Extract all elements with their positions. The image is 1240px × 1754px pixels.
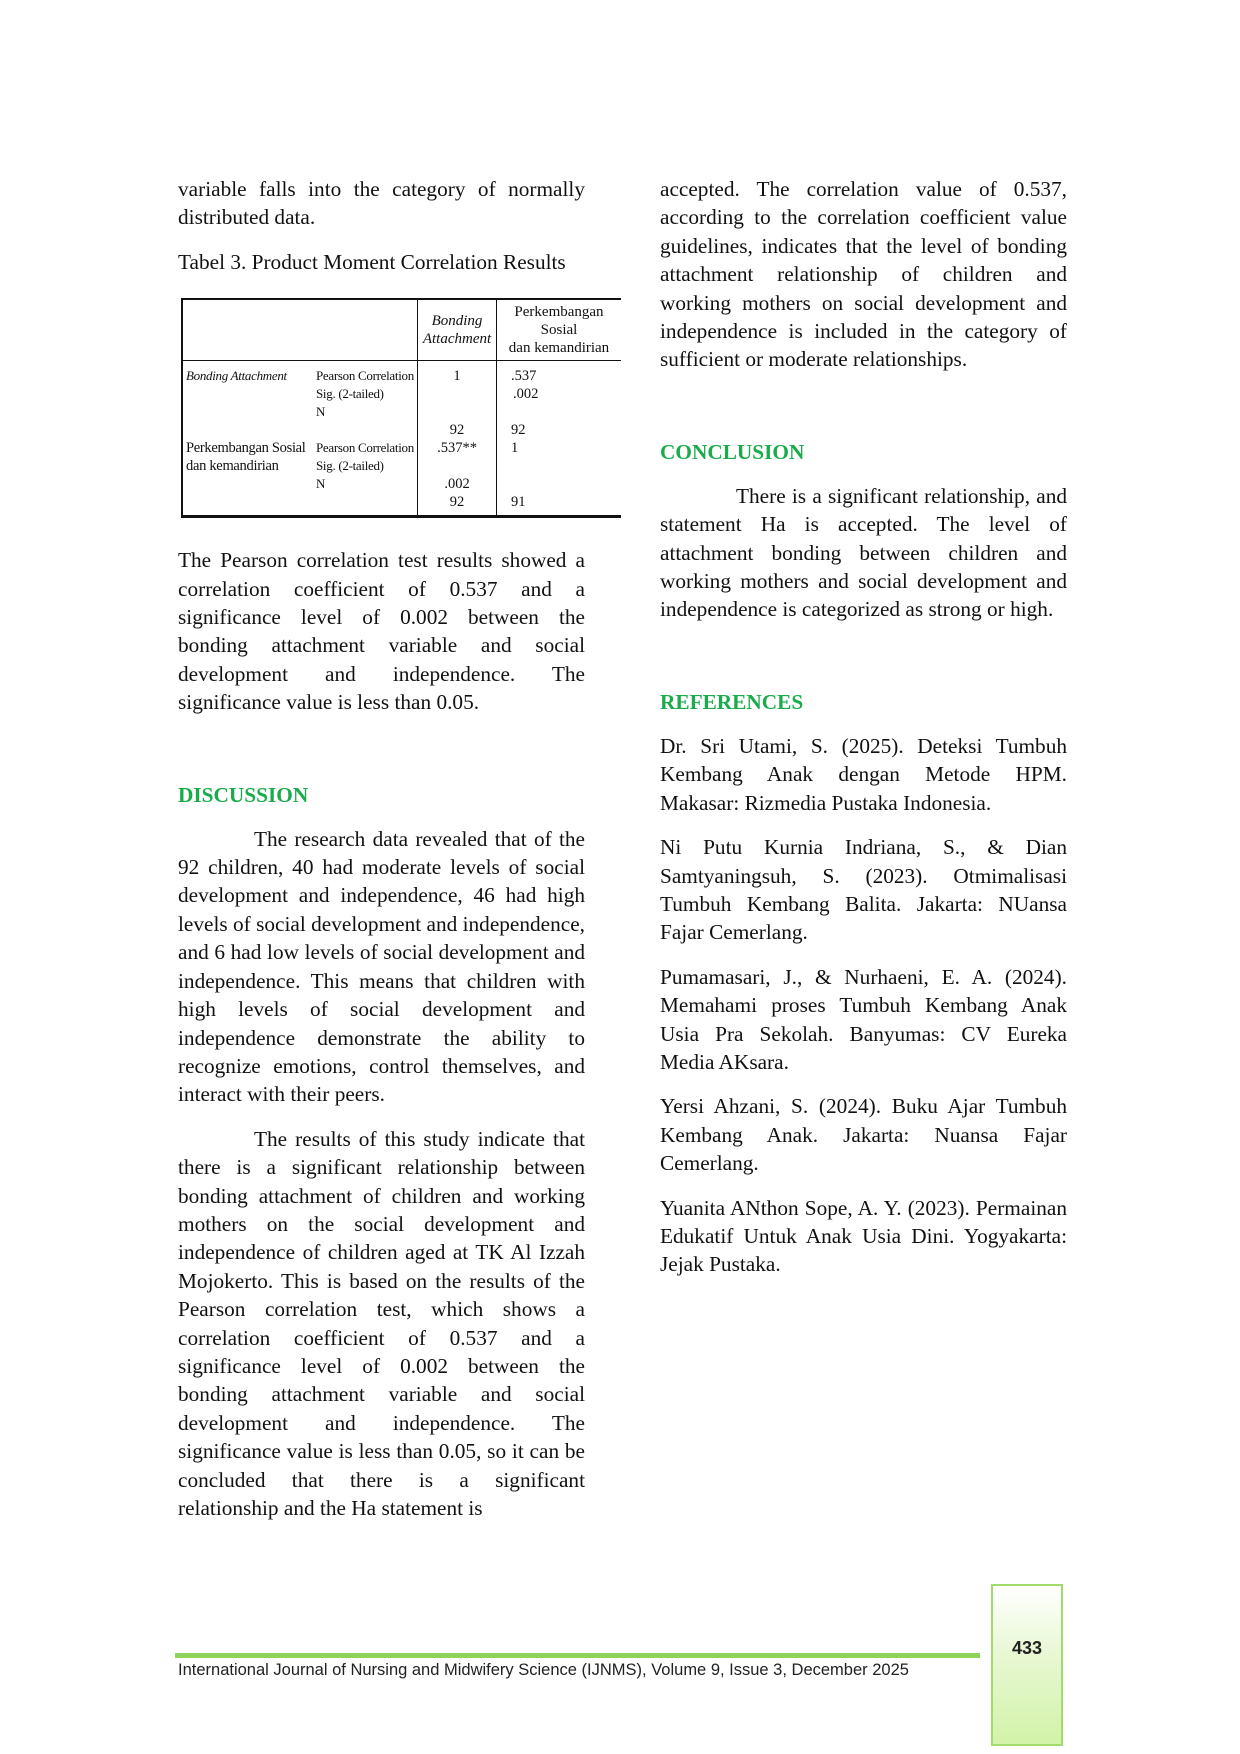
row-stats-perkembangan: Pearson Correlation Sig. (2-tailed) N bbox=[313, 439, 418, 517]
cell-perkembangan-bonding: .537** .002 92 bbox=[418, 439, 497, 517]
reference-item: Ni Putu Kurnia Indriana, S., & Dian Samtyaningsuh, S. (2023). Otmimalisasi Tumbuh Kembang Balita. Jakarta: NUansa Fajar Cemerlang. bbox=[660, 835, 1067, 945]
row-stats-bonding: Pearson Correlation Sig. (2-tailed) N bbox=[313, 361, 418, 440]
cell-perkembangan-perkembangan: 1 91 bbox=[497, 439, 622, 517]
footer-rule bbox=[175, 1653, 980, 1658]
references-list bbox=[660, 732, 1067, 1279]
reference-item: Dr. Sri Utami, S. (2025). Deteksi Tumbuh Kembang Anak dengan Metode HPM. Makasar: Rizmedia Pustaka Indonesia. bbox=[660, 733, 1067, 815]
reference-item: Pumamasari, J., & Nurhaeni, E. A. (2024). Memahami proses Tumbuh Kembang Anak Usia Pra Sekolah. Banyumas: CV Eureka Media AKsara. bbox=[660, 964, 1067, 1074]
correlation-table bbox=[181, 298, 621, 528]
cell-bonding-perkembangan: .537 .002 92 bbox=[511, 368, 539, 439]
references-heading: REFERENCES bbox=[660, 689, 804, 714]
reference-item: Yersi Ahzani, S. (2024). Buku Ajar Tumbuh Kembang Anak. Jakarta: Nuansa Fajar Cemerlang. bbox=[660, 1094, 1067, 1176]
table-caption: Tabel 3. Product Moment Correlation Results bbox=[178, 249, 566, 274]
page-number: 433 bbox=[1011, 1638, 1043, 1658]
discussion-paragraph-2: The results of this study indicate that there is a significant relationship between bonding attachment of children and working mothers on the social development and independence of children aged at TK Al Izzah Mojokerto. This is based on the results of the Pearson correlation test, which shows a correlation coefficient of 0.537 and a significance level of 0.002 between the bonding attachment variable and social development and independence. The significance value is less than 0.05, so it can be concluded that there is a significant relationship and the Ha statement is bbox=[178, 1126, 585, 1520]
left-column bbox=[178, 175, 610, 1522]
row-label-bonding: Bonding Attachment bbox=[182, 361, 313, 440]
row-label-perkembangan: Perkembangan Sosial dan kemandirian bbox=[182, 439, 313, 517]
col-header-bonding: Bonding Attachment bbox=[418, 299, 497, 361]
table-corner-cell bbox=[182, 299, 418, 361]
reference-item: Yuanita ANthon Sope, A. Y. (2023). Permainan Edukatif Untuk Anak Usia Dini. Yogyakarta: Jejak Pustaka. bbox=[660, 1195, 1067, 1277]
discussion-heading: DISCUSSION bbox=[178, 782, 309, 807]
journal-footer: International Journal of Nursing and Midwifery Science (IJNMS), Volume 9, Issue 3, December 2025 bbox=[178, 1661, 909, 1679]
conclusion-paragraph: There is a significant relationship, and statement Ha is accepted. The level of attachment bonding between children and working mothers and social development and independence is categorized as strong or high. bbox=[660, 483, 1067, 622]
col-header-perkembangan: Perkembangan Sosial dan kemandirian bbox=[497, 299, 622, 361]
pearson-result-paragraph: The Pearson correlation test results showed a correlation coefficient of 0.537 and a significance level of 0.002 between the bonding attachment variable and social development and independence. The significance value is less than 0.05. bbox=[178, 548, 585, 715]
discussion-paragraph-1: The research data revealed that of the 92 children, 40 had moderate levels of social development and independence, 46 had high levels of social development and independence, and 6 had low levels of social development and independence. This means that children with high levels of social development and independence demonstrate the ability to recognize emotions, control themselves, and interact with their peers. bbox=[178, 826, 585, 1107]
conclusion-heading: CONCLUSION bbox=[660, 439, 805, 464]
cell-bonding-bonding: 1 92 bbox=[418, 361, 497, 440]
intro-paragraph: variable falls into the category of normally distributed data. bbox=[178, 177, 585, 230]
page-number-box bbox=[991, 1584, 1063, 1746]
right-column bbox=[660, 175, 1067, 1279]
discussion-continuation-paragraph: accepted. The correlation value of 0.537, according to the correlation coefficient value guidelines, indicates that the level of bonding attachment relationship of children and working mothers on social development and independence is included in the category of sufficient or moderate relationships. bbox=[660, 177, 1067, 372]
